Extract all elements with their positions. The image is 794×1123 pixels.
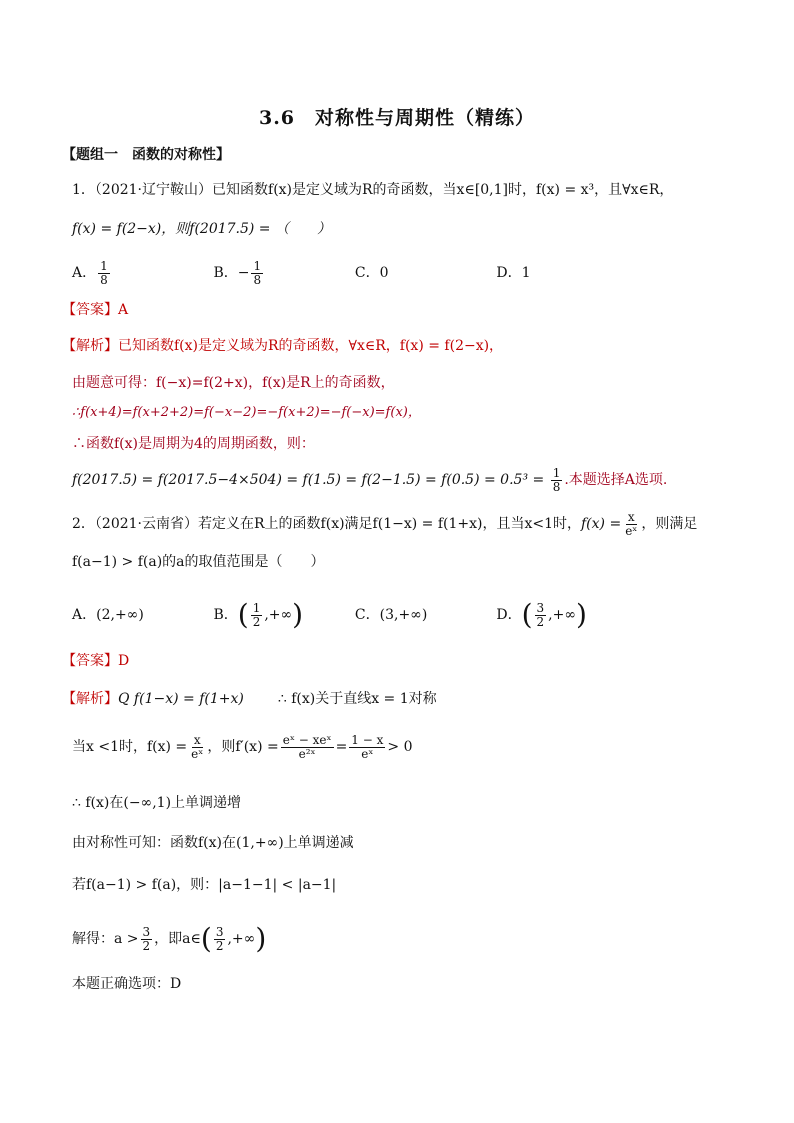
q1-option-b[interactable]: B．− $\frac{1}{8}$ [213,258,262,287]
q1-analysis-1: 【解析】已知函数f(x)是定义域为R的奇函数，∀x∈R，f(x) = f(2−x)， [62,338,504,354]
q1-option-a[interactable]: A． $\frac{1}{8}$ [72,258,108,287]
q1-answer-value: A [118,302,129,318]
q1-analysis-2: 由题意可得：f(−x)=f(2+x)，f(x)是R上的奇函数， [72,375,395,391]
q1-analysis-5: f(2017.5) = f(2017.5−4×504) = f(1.5) = f(2−1.5) = f(0.5) = 0.5³ = $\frac{1}{8}$ .本题选择A选项. [72,465,668,494]
q1-option-a-fraction: $\frac{1}{8}$ [100,258,108,287]
q2-option-b-fraction: $\frac{1}{2}$ [252,600,261,629]
q2-stem-fraction: $\frac{x}{\text{eˣ}}$ [625,509,638,538]
q2-analysis-6: 解得：a > $\frac{3}{2}$ ，即a∈( $\frac{3}{2}$ ,+∞) [72,922,267,955]
q2-analysis-7: 本题正确选项：D [72,976,182,992]
q1-option-d[interactable]: D．1 [496,265,531,281]
q1-source: （2021·辽宁鞍山） [94,182,213,198]
q2-analysis-4: 由对称性可知：函数f(x)在(1,+∞)上单调递减 [72,835,354,851]
q1-analysis-3: ∴f(x+4)=f(x+2+2)=f(−x−2)=−f(x+2)=−f(−x)=f(x)， [72,405,421,420]
q2-analysis-2: 当x <1时，f(x) = $\frac{x}{\text{eˣ}}$ ，则f′(x) = $\frac{\text{eˣ − xeˣ}}{\text{e²ˣ}}$ = $\frac{1 - x}{\text{eˣ}}$ > 0 [72,732,413,761]
q2-options [72,597,754,633]
q2-analysis-5: 若f(a−1) > f(a)，则：|a−1−1| < |a−1| [72,877,337,893]
q2-stem-2: f(a−1) > f(a)的a的取值范围是（ ） [72,554,325,570]
q2-analysis-3: ∴ f(x)在(−∞,1)上单调递增 [72,795,242,811]
section-header: 【题组一 函数的对称性】 [62,147,230,163]
q2-stem-line-1: 2．（2021·云南省）若定义在R上的函数f(x)满足f(1−x) = f(1+x)，且当x<1时，f(x) = $\frac{x}{\text{eˣ}}$ ，则满足 [72,509,698,538]
q2-analysis-1: 【解析】Q f(1−x) = f(1+x) ∴ f(x)关于直线x = 1对称 [62,691,437,707]
q2-option-a[interactable]: A．(2,+∞) [72,607,144,623]
q1-number: 1． [72,182,95,198]
q2-source: （2021·云南省） [94,516,199,532]
q1-stem-2: f(x) = f(2−x)，则f(2017.5) = （ ） [72,221,331,237]
q1-answer: 【答案】A [62,302,129,318]
q2-answer: 【答案】D [62,653,130,669]
q1-options [72,258,754,288]
q2-option-c[interactable]: C．(3,+∞) [354,607,428,623]
q1-analysis-5-fraction: $\frac{1}{8}$ [552,465,561,494]
q1-stem-line-1 [72,180,754,200]
q2-option-d-fraction: $\frac{3}{2}$ [536,600,545,629]
q1-option-c[interactable]: C．0 [354,265,389,281]
q1-option-b-fraction: $\frac{1}{8}$ [253,258,262,287]
q2-answer-value: D [118,653,130,669]
q2-option-b[interactable]: B．( $\frac{1}{2}$ ,+∞) [213,598,304,631]
q1-analysis-4: ∴函数f(x)是周期为4的周期函数，则： [72,436,315,452]
q1-stem-1: 已知函数f(x)是定义域为R的奇函数，当x∈[0,1]时，f(x) = x³，且∀x∈R， [212,182,674,198]
q2-number: 2． [72,516,95,532]
q2-option-d[interactable]: D．( $\frac{3}{2}$ ,+∞) [496,598,587,631]
page-title: 3.6 对称性与周期性（精练） [258,107,536,129]
